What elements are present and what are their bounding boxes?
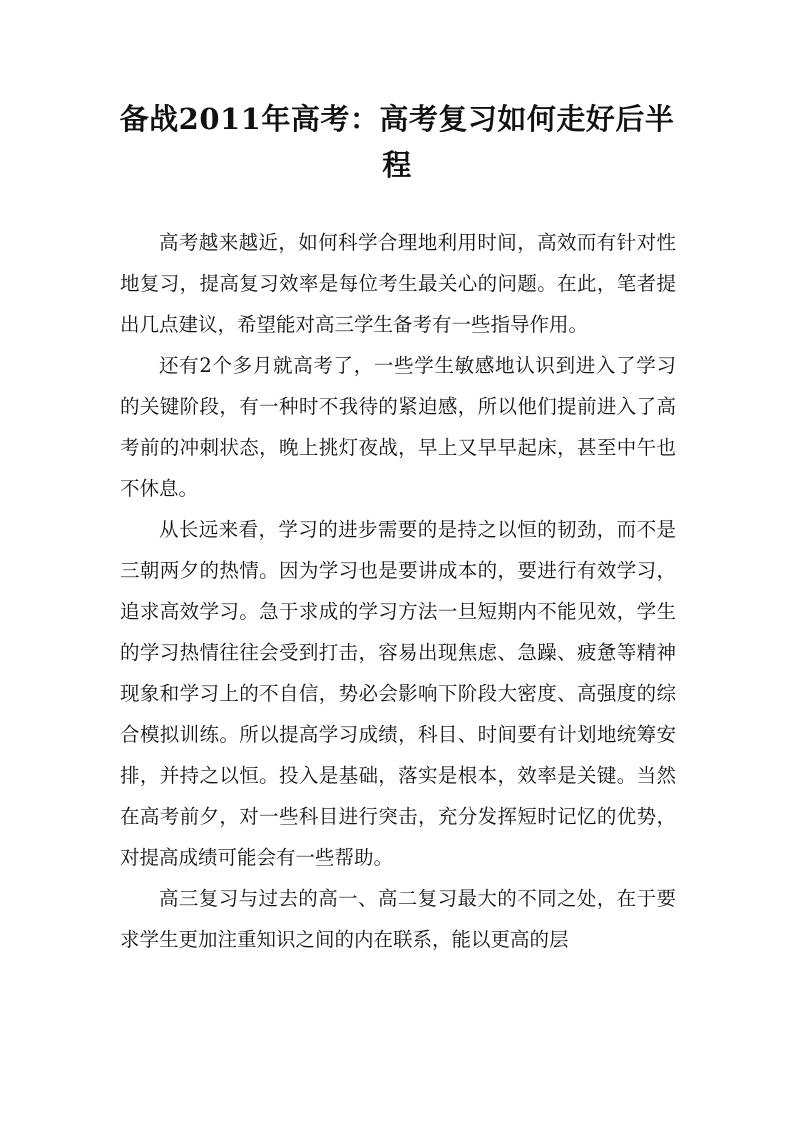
paragraph-2: 还有2个多月就高考了，一些学生敏感地认识到进入了学习的关键阶段，有一种时不我待的紧迫感，所以他们提前进入了高考前的冲刺状态，晚上挑灯夜战，早上又早早起床，甚至中午也不休息。 — [120, 354, 676, 500]
paragraph-1: 高考越来越近，如何科学合理地利用时间，高效而有针对性地复习，提高复习效率是每位考生最关心的问题。在此，笔者提出几点建议，希望能对高三学生备考有一些指导作用。 — [120, 231, 676, 336]
document-body — [120, 222, 676, 960]
paragraph-4: 高三复习与过去的高一、高二复习最大的不同之处，在于要求学生更加注重知识之间的内在联系，能以更高的层 — [120, 887, 676, 951]
paragraph-3: 从长远来看，学习的进步需要的是持之以恒的韧劲，而不是三朝两夕的热情。因为学习也是要讲成本的，要进行有效学习，追求高效学习。急于求成的学习方法一旦短期内不能见效，学生的学习热情往往会受到打击，容易出现焦虑、急躁、疲惫等精神现象和学习上的不自信，势必会影响下阶段大密度、高强度的综合模拟训练。所以提高学习成绩，科目、时间要有计划地统筹安排，并持之以恒。投入是基础，落实是根本，效率是关键。当然在高考前夕，对一些科目进行突击，充分发挥短时记忆的优势，对提高成绩可能会有一些帮助。 — [120, 518, 676, 869]
document-title: 备战2011年高考：高考复习如何走好后半程 — [119, 102, 675, 182]
